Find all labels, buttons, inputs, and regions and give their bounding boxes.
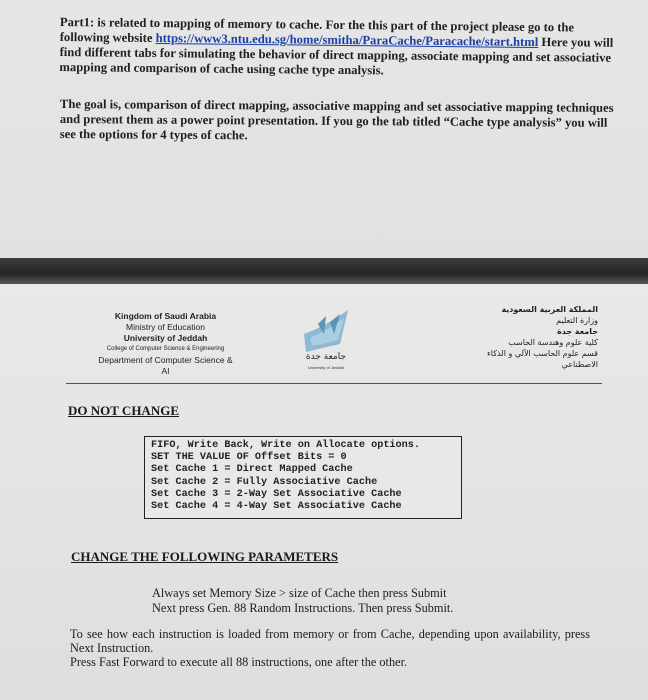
country-name: Kingdom of Saudi Arabia (114, 311, 217, 321)
setting-line: Set Cache 2 = Fully Associative Cache (151, 476, 378, 488)
setting-line: Set Cache 1 = Direct Mapped Cache (151, 464, 353, 476)
setting-line: Set Cache 4 = 4-Way Set Associative Cache (151, 501, 402, 513)
next-instruction-text: To see how each instruction is loaded from memory or from Cache, depending upon availability, press Next Instruction. (70, 627, 590, 655)
country-name-ar: المملكة العربية السعودية (501, 305, 598, 314)
execution-instructions (70, 627, 590, 669)
instruction-line-2: Next press Gen. 88 Random Instructions. Then press Submit. (152, 600, 454, 615)
setting-line: FIFO, Write Back, Write on Allocate options. (151, 440, 420, 451)
parameter-instructions (152, 586, 572, 615)
instruction-line-1: Always set Memory Size > size of Cache then press Submit (152, 586, 447, 600)
part1-label: Part1: (59, 15, 95, 30)
college-name: College of Computer Science & Engineering (106, 346, 225, 352)
logo-arabic-name: جامعة جدة (305, 352, 347, 362)
letterhead-english (98, 311, 233, 377)
part1-text-a: is related to mapping of memory to cache. For the this part of the project please go to the following website (59, 15, 575, 46)
do-not-change-heading: DO NOT CHANGE (68, 403, 179, 418)
ministry-name: Ministry of Education (126, 322, 205, 332)
change-parameters-heading: CHANGE THE FOLLOWING PARAMETERS (71, 549, 339, 564)
letterhead-arabic (450, 304, 598, 370)
ministry-name-ar: وزارة التعليم (556, 316, 598, 325)
paracache-link[interactable]: https://www3.ntu.edu.sg/home/smitha/ParaCache/Paracache/start.html (155, 31, 539, 50)
part1-text-b: Here you will find different tabs for simulating the behavior of direct mapping, associate mapping and set associative mapping and comparison of cache using cache type analysis. (59, 35, 614, 78)
department-name: Department of Computer Science & AI (98, 355, 233, 376)
setting-line: SET THE VALUE OF Offset Bits = 0 (151, 452, 347, 464)
fast-forward-text: Press Fast Forward to execute all 88 instructions, one after the other. (70, 655, 408, 669)
fixed-settings-box (144, 436, 462, 519)
university-name-ar: جامعة جدة (557, 327, 598, 336)
university-name: University of Jeddah (123, 333, 208, 343)
department-name-ar: قسم علوم الحاسب الآلي و الذكاء الاصطناعي (487, 349, 598, 369)
page-divider-bar (0, 258, 648, 284)
goal-paragraph: The goal is, comparison of direct mapping, associative mapping and set associative mapping techniques and present them as a power point presentation. If you go the tab titled “Cache type analysis” you will see the options for 4 types of cache. (59, 97, 614, 143)
setting-line: Set Cache 3 = 2-Way Set Associative Cache (151, 488, 402, 500)
letterhead-rule (66, 383, 602, 384)
logo-english-name: University of Jeddah (307, 365, 345, 370)
part1-paragraph (59, 15, 620, 81)
college-name-ar: كلية علوم وهندسة الحاسب (508, 338, 598, 347)
